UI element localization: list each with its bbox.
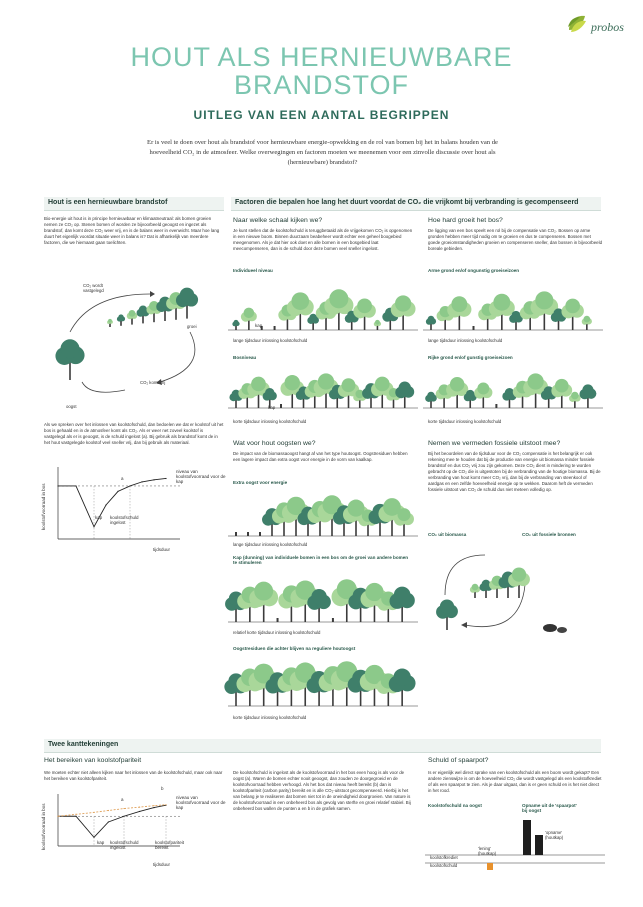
tree-icon (561, 299, 583, 330)
tree-icon (389, 669, 416, 706)
poster-title-line1: HOUT ALS HERNIEUWBARE (130, 42, 513, 72)
caption-bosniveau: korte tijdsduur inlossing koolstofschuld (233, 419, 307, 424)
forest-arm (423, 276, 603, 336)
para-groei: De ligging van een bos speelt een rol bij de compensatie van CO₂. Bossen op arme gronden hebben meer tijd nodig om te groeien en dus te compenseren. Bossen met goede groeiomstandigheden groeien en compenseren sneller, dan bossen in bijvoorbeeld boreale gebieden. (428, 228, 603, 251)
heading-spaarpot: Schuld of spaarpot? (428, 757, 489, 764)
chart2-kap-label: kap (97, 840, 105, 845)
forest-dunning (228, 572, 418, 627)
tree-icon (117, 314, 125, 325)
forest-extra-oogst (228, 486, 418, 541)
data-point (108, 810, 109, 811)
chart2-debt-label: koolstofschuld ingelost (110, 840, 139, 850)
data-point (57, 816, 58, 817)
band-title: Factoren die bepalen hoe lang het duurt voordat de CO₂ die vrijkomt bij verbranding is gecompenseerd (235, 199, 579, 206)
forest-bosniveau (228, 362, 418, 417)
para-oogst: De impact van de biomassaoogst hangt af van het type houtoogst. Oogstresiduen hebben een lagere impact dan extra oogst voor energie in de vorm van kaalkap. (233, 451, 408, 462)
heading-groei: Hoe hard groeit het bos? (428, 217, 503, 224)
tree-icon (395, 382, 414, 408)
data-point (153, 479, 154, 480)
tree-icon (176, 288, 198, 319)
coal-icon (543, 624, 557, 632)
chart-koolstofschuld (50, 465, 180, 545)
data-point (57, 485, 58, 486)
series-line (58, 805, 166, 817)
stump-icon (473, 326, 475, 330)
data-point (105, 504, 106, 505)
data-point (139, 811, 140, 812)
lening-bar (487, 863, 493, 870)
chart1-level-label: niveau van koolstofvoorraad voor de kap (176, 469, 226, 484)
leaf-icon (565, 12, 589, 36)
data-point (165, 478, 166, 479)
sub-arme-grond: Arme grond en/of ongunstig groeiseizoen (428, 268, 520, 273)
data-point (117, 491, 118, 492)
tree-icon (391, 295, 416, 330)
spaarpot-bar (523, 820, 531, 855)
para-pariteit-2: De koolstofschuld is ingelost als de koolstofvoorraad in het bos even hoog is als voor de oogst (a). Waren de bomen echter nooit geoogst, dan zouden ze doorgegroeid en de koolstofvoorraad hebben verhoogd. Als het bos dat niveau heeft bereikt (b) dan is koolstofpariteit (carbon parity) bereikt en is alle CO₂-uitstoot gecompenseerd. Hierbij is het van belang je te realiseren dat bomen niet tot in de oneindigheid doorgroeien. Van nature is de koolstofvoorraad in een onbeheerd bos als gevolg van sterfte en groei relatief stabiel. Bij onbeheerd bos wallen de punten a en b in de grafiek samen. (233, 770, 411, 811)
data-point (123, 808, 124, 809)
data-point (153, 805, 154, 806)
tree-icon (107, 319, 113, 327)
heading-oogst: Wat voor hout oogsten we? (233, 440, 316, 447)
band-title: Hout is een hernieuwbare brandstof (48, 199, 168, 206)
tree-icon (287, 292, 314, 330)
chart1-point-a: a (121, 476, 124, 481)
tree-icon (474, 383, 492, 408)
stump-icon (247, 532, 249, 536)
para-spaarpot: Is er eigenlijk wel direct sprake van een koolstofschuld als een boom wordt gekapt? Een andere zienswijze is om de hoeveelheid CO₂ die wordt vastgelegd als een koolstofkrediet of als een spaarpot te zien. Als je daar uitgaat, dan is er geen schuld en is het niet direct in het rood. (428, 770, 602, 793)
caption-rijk: korte tijdsduur inlossing koolstofschuld (428, 419, 502, 424)
tree-icon (582, 316, 592, 330)
tree-icon (127, 310, 137, 325)
chart2-parity-label: koolstofpariteit bereikt (155, 840, 185, 850)
tree-icon (579, 384, 596, 408)
caption-arm: lange tijdsduur inlossing koolstofschuld (428, 338, 503, 343)
forest-residuen (228, 654, 418, 712)
sub-bosniveau: Bosniveau (233, 355, 257, 360)
tree-icon (447, 296, 471, 330)
tree-icon (436, 599, 458, 630)
cycle-label-left: oogst (66, 404, 77, 409)
tree-icon (489, 294, 515, 330)
data-point (75, 814, 76, 815)
cycle-label-bottom: CO₂ komt vrij (140, 380, 166, 385)
caption-extra-oogst: lange tijdsduur inlossing koolstofschuld (233, 542, 308, 547)
row-koolstofkrediet: koolstofkrediet (430, 855, 458, 860)
chart1-kap-label: kap (95, 515, 103, 520)
tree-icon (426, 316, 436, 330)
kap-label: kap (268, 405, 276, 410)
label-co2-biomassa: CO₂ uit biomassa (428, 532, 467, 537)
left-para1: Bio-energie uit hout is in principe hernieuwbaar en klimaatneutraal: als bomen groeien nemen ze CO₂ op. Stenen bomen of worden ze bijvoorbeeld geoogst en ingezet als brandstof, dan komt deze CO₂ weer vrij, en is de balans weer in evenwicht. Maar hoe lang duurt het eigenlijk voordat situatie weer in balans is? Dat is afhankelijk van meerdere factoren, die we hiernaast gaan toelichten. (44, 216, 220, 245)
caption-residuen: korte tijdsduur inlossing koolstofschuld (233, 715, 307, 720)
cycle-label-right: groei (187, 324, 197, 329)
chart1-debt-label: koolstofschuld ingelost (110, 515, 139, 525)
para-schaal: Je kunt stellen dat de koolstofschuld is teruggbetaald als de vrijgekomen CO₂ is opgenomen in een nieuwe boom. Binnen duurzaam beabeheer wordt echter een geheel boogebied meegenomen. Als je dat hier ook doet en alle bomen in een bosgebied laat meecompenseren, dan is de schuld door deze bomen veel sneller ingelost. (233, 228, 413, 251)
label-opname: 'opname' (houtkap) (545, 830, 564, 840)
band-title: Twee kanttekeningen (48, 741, 119, 748)
fossil-cycle-diagram (425, 540, 605, 640)
stump-icon (259, 532, 261, 536)
tree-icon (374, 320, 381, 330)
sub-rijke-grond: Rijke grond en/of gunstig groeiseizoen (428, 355, 513, 360)
data-point (93, 812, 94, 813)
data-point (75, 485, 76, 486)
stump-icon (274, 326, 276, 330)
tree-icon (551, 379, 572, 408)
tree-icon (55, 339, 84, 380)
kap-label: kap (255, 323, 263, 328)
tree-icon (470, 584, 480, 598)
label-lening: 'lening' (houtkap) (478, 846, 497, 856)
data-point (141, 481, 142, 482)
chart2-xlabel: tijdsduur (153, 862, 171, 867)
tree-icon (324, 289, 353, 330)
forest-rijk (423, 362, 603, 417)
chart1-ylabel: koolstofvoorraad in bos (41, 483, 46, 530)
cycle-diagram (30, 272, 230, 412)
chart2-level-label: niveau van koolstofvoorraad voor de kap (176, 795, 226, 810)
para-fossiel: Bij het beoordelen van de tijdsduur voor de CO₂ compensatie is het belangrijk er ook rekening mee te houden dat bij de productie van energie uit biomassa minder fossiele brandstof en dus CO₂ vrij zou zijn gekomen. Deze CO₂ dient in mindering te worden gebracht op de CO₂ die is uitgestoten bij de verbranding van de houtige biomassa. Bij de verbranding van hout komt meer CO₂ vrij, dan bij de verbranding van steenkool of aardgas en een zelfde hoeveelheid energie op te wekken. Daarom heft de vermeden fossiele uitstoot van CO₂ de schuld dus niet meteen volledig op. (428, 451, 601, 492)
tree-icon (508, 567, 530, 598)
data-point (75, 816, 76, 817)
para-pariteit: We moeten echter niet alleen kijken naar het inlossen van de koolstofschuld, maar ook naar het bereiken van koolstofpariteit. (44, 770, 223, 781)
stump-icon (280, 404, 282, 408)
intro-text: Er is veel te doen over hout als brandstof voor hernieuwbare energie-opwekking en de rol van bomen bij het in balans houden van de hoeveelheid CO₂ in de atmosfeer. Welke overwegingen en factoren moeten we meenemen voor een zinvolle discussie over hout als (hernieuwbare) brandstof? (147, 139, 498, 166)
sub-extra-oogst: Extra oogst voor energie (233, 480, 288, 485)
tree-icon (389, 587, 414, 622)
band-factoren (231, 197, 601, 211)
data-point (139, 807, 140, 808)
tree-icon (232, 320, 239, 330)
row-koolstofschuld: koolstofschuld (430, 863, 458, 868)
chart1-xlabel: tijdsduur (153, 547, 171, 552)
probos-logo[interactable] (565, 12, 635, 40)
sub-individueel: Individueel niveau (233, 268, 273, 273)
data-point (165, 804, 166, 805)
stump-icon (235, 532, 237, 536)
data-point (153, 807, 154, 808)
heading-schaal: Naar welke schaal kijken we? (233, 217, 323, 224)
savings-right-title: Opname uit de 'spaarpot' bij oogst (522, 803, 577, 813)
band-kanttekeningen (44, 739, 601, 753)
chart2-point-b: b (161, 786, 164, 791)
heading-fossiel: Nemen we vermeden fossiele uitstoot mee? (428, 440, 561, 447)
tree-icon (353, 298, 376, 330)
poster-subtitle: UITLEG VAN EEN AANTAL BEGRIPPEN (193, 108, 450, 122)
savings-left-title: Koolstofschuld na oogst (428, 803, 482, 808)
tree-icon (425, 392, 437, 408)
coal-icon (557, 627, 567, 633)
left-para2: Als we spreken over het inlossen van koolstofschuld, dan bedoelen we dat er koolstof uit het bos is gehaald en in de atmosfeer komt als CO₂. Als er weer net zoveel koolstof is vastgelegd als er is geoogst, is de schuld ingelost (a). Bij gebruik als brandstof komt de in het hout vastgelegde koolstof veel sneller vrij, dan bij gebruik als materiaal. (44, 422, 224, 445)
stump-icon (332, 618, 334, 622)
cycle-big-tree (55, 339, 84, 380)
label-co2-fossiel: CO₂ uit fossiele bronnen (522, 532, 576, 537)
tree-icon (446, 377, 468, 408)
stump-icon (277, 618, 279, 622)
sub-dunning: Kap (dunning) van individuele bomen in een bos om de groei van andere bomen te stimuleren (233, 555, 409, 565)
cycle-arrow-bottom (82, 382, 125, 392)
stump-icon (495, 404, 497, 408)
arrow-head-icon (461, 622, 467, 628)
caption-individueel: lange tijdsduur inlossing koolstofschuld (233, 338, 308, 343)
band-hernieuwbaar (44, 197, 224, 211)
chart2-ylabel: koolstofvoorraad in bos (41, 803, 46, 850)
poster-title-line2: BRANDSTOF (233, 70, 410, 100)
sub-residuen: Oogstresiduen die achter blijven na reguliere houtoogst (233, 646, 356, 651)
caption-dunning: relatief korte tijdsduur inlossing koolstofschuld (233, 630, 321, 635)
chart2-point-a: a (121, 797, 124, 802)
heading-pariteit: Het bereiken van koolstofpariteit (44, 757, 142, 764)
cycle-label-top: CO₂ wordt vastgelegd (83, 283, 104, 293)
cycle-arrow-right (156, 332, 195, 385)
data-point (108, 821, 109, 822)
logo-text: probos (591, 20, 624, 34)
tree-icon (531, 291, 559, 330)
opname-bar (535, 835, 543, 855)
